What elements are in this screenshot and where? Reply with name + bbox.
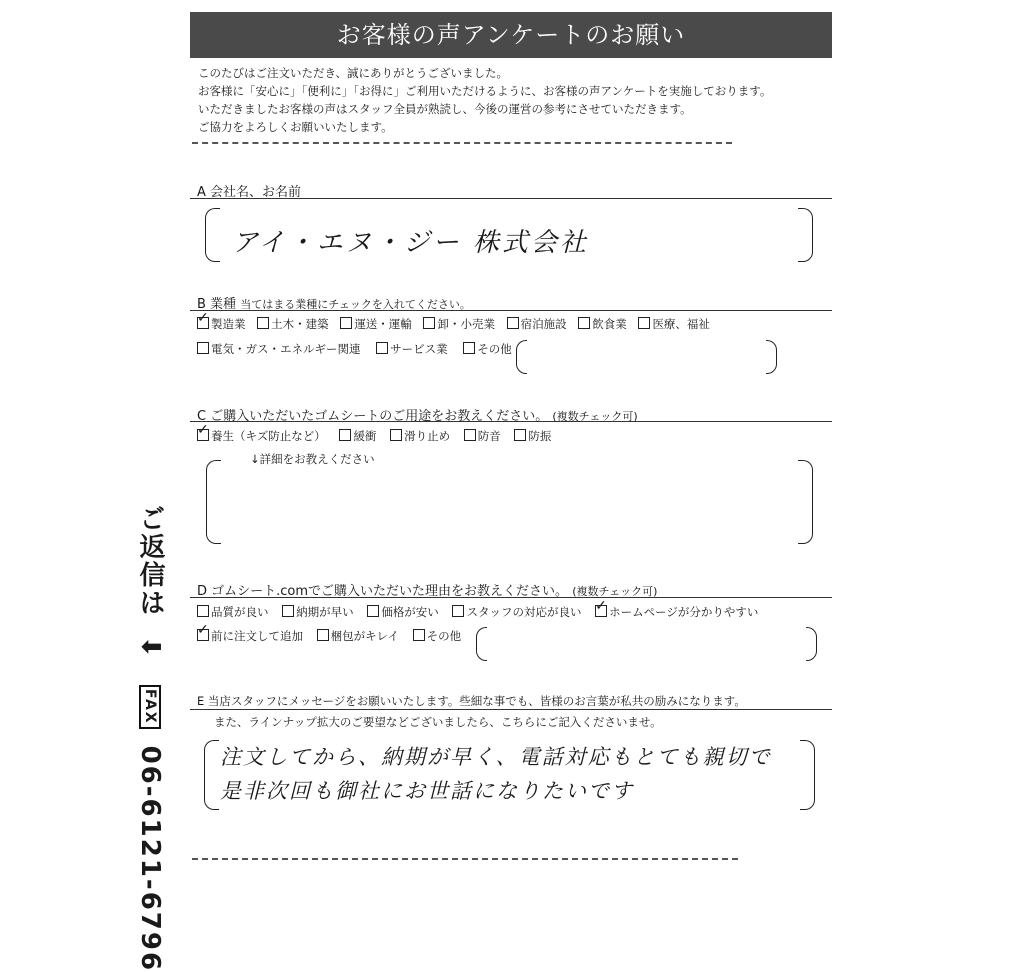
bracket-left [204, 740, 219, 810]
checkbox-antislip[interactable] [390, 429, 402, 441]
checkbox-other[interactable] [413, 629, 425, 641]
option-label: 宿泊施設 [520, 317, 567, 331]
checkbox-protection[interactable] [197, 429, 209, 441]
company-name-answer[interactable]: アイ・エヌ・ジー 株式会社 [232, 228, 589, 258]
fax-badge: FAX [139, 685, 161, 729]
bracket-right [798, 460, 813, 544]
option-label: 梱包がキレイ [330, 629, 399, 643]
bracket-left [205, 208, 220, 262]
option-label: 価格が安い [381, 605, 439, 619]
page-title: お客様の声アンケートのお願い [190, 12, 832, 58]
bracket-right [800, 740, 815, 810]
option-label: 飲食業 [592, 317, 627, 331]
usage-options [197, 428, 551, 444]
option-label: 医療、福祉 [652, 317, 710, 331]
option-label: サービス業 [390, 342, 448, 356]
section-e-title: E 当店スタッフにメッセージをお願いいたします。些細な事でも、皆様のお言葉が私共の励みになります。 [197, 694, 746, 708]
intro-text [198, 64, 771, 136]
checkbox-website[interactable] [595, 605, 607, 617]
section-e-subtitle: また、ラインナップ拡大のご要望などございましたら、こちらにご記入くださいませ。 [214, 715, 662, 729]
fax-reply-text [132, 505, 169, 972]
option-label: その他 [477, 342, 512, 356]
section-c-rule [190, 421, 832, 422]
fax-number: 06-6121-6796 [135, 745, 165, 972]
checkbox-price[interactable] [367, 605, 379, 617]
option-label: 電気・ガス・エネルギー関連 [211, 342, 361, 356]
industry-options-row2 [197, 341, 512, 357]
checkbox-retail[interactable] [423, 317, 435, 329]
detail-prompt: ↓詳細をお教えください [250, 452, 375, 466]
section-d-label: D ゴムシート.comでご購入いただいた理由をお教えください。 [197, 584, 569, 599]
message-line: 是非次回も御社にお世話になりたいです [220, 779, 634, 803]
intro-line: お客様に「安心に」「便利に」「お得に」ご利用いただけるように、お客様の声アンケートを実施しております。 [198, 84, 772, 98]
option-label: 養生（キズ防止など） [211, 429, 326, 443]
checkbox-lodging[interactable] [507, 317, 519, 329]
checkbox-energy[interactable] [197, 342, 209, 354]
option-label: スタッフの対応が良い [466, 605, 582, 619]
checkbox-manufacturing[interactable] [197, 317, 209, 329]
checkbox-antivibration[interactable] [514, 429, 526, 441]
section-a-title: A 会社名、お名前 [197, 185, 302, 200]
industry-options-row1 [197, 316, 710, 332]
checkbox-cushion[interactable] [339, 429, 351, 441]
section-b-label: B 業種 [197, 297, 237, 312]
bracket-right [766, 340, 777, 374]
option-label: 土木・建築 [271, 317, 329, 331]
checkbox-packaging[interactable] [317, 629, 329, 641]
message-line: 注文してから、納期が早く、電話対応もとても親切で [220, 745, 772, 769]
bracket-left [476, 627, 487, 661]
option-label: ホームページが分かりやすい [609, 605, 759, 619]
checkbox-service[interactable] [376, 342, 388, 354]
option-label: その他 [426, 629, 462, 643]
checkbox-soundproof[interactable] [464, 429, 476, 441]
option-label: 製造業 [211, 317, 246, 331]
checkbox-other[interactable] [463, 342, 475, 354]
option-label: 運送・運輸 [354, 317, 412, 331]
option-label: 防音 [477, 429, 501, 443]
section-c-note: (複数チェック可) [552, 410, 638, 423]
divider [192, 142, 732, 144]
section-e-rule [190, 709, 832, 710]
fax-reply-strip [132, 505, 176, 972]
checkbox-staff[interactable] [452, 605, 464, 617]
section-b-note: 当てはまる業種にチェックを入れてください。 [240, 298, 471, 311]
checkbox-food[interactable] [578, 317, 590, 329]
checkbox-quality[interactable] [197, 605, 209, 617]
message-answer[interactable] [220, 740, 772, 808]
intro-line: このたびはご注文いただき、誠にありがとうございました。 [198, 66, 509, 80]
option-label: 滑り止め [404, 429, 451, 443]
option-label: 前に注文して追加 [211, 629, 303, 643]
checkbox-repeat-order[interactable] [197, 629, 209, 641]
bracket-right [798, 208, 813, 262]
section-b-rule [190, 310, 832, 311]
bracket-right [806, 627, 817, 661]
reason-options-row2 [197, 628, 461, 644]
checkbox-transport[interactable] [340, 317, 352, 329]
option-label: 防振 [528, 429, 552, 443]
option-label: 緩衝 [353, 429, 377, 443]
bracket-left [516, 340, 527, 374]
section-c-label: C ご購入いただいたゴムシートのご用途をお教えください。 [197, 409, 549, 424]
reply-label: ご返信は [135, 505, 165, 617]
bracket-left [206, 460, 221, 544]
checkbox-delivery[interactable] [282, 605, 294, 617]
section-a-rule [190, 198, 832, 199]
intro-line: いただきましたお客様の声はスタッフ全員が熟読し、今後の運営の参考にさせていただきます。 [198, 102, 692, 116]
option-label: 納期が早い [296, 605, 354, 619]
checkbox-medical[interactable] [638, 317, 650, 329]
option-label: 卸・小売業 [437, 317, 495, 331]
intro-line: ご協力をよろしくお願いいたします。 [198, 120, 393, 134]
checkbox-construction[interactable] [257, 317, 269, 329]
down-arrow-icon: ⬇ [135, 636, 165, 660]
section-d-rule [190, 597, 832, 598]
reason-options-row1 [197, 604, 758, 620]
option-label: 品質が良い [211, 605, 269, 619]
section-d-note: (複数チェック可) [572, 585, 658, 598]
footer-divider [192, 858, 738, 860]
